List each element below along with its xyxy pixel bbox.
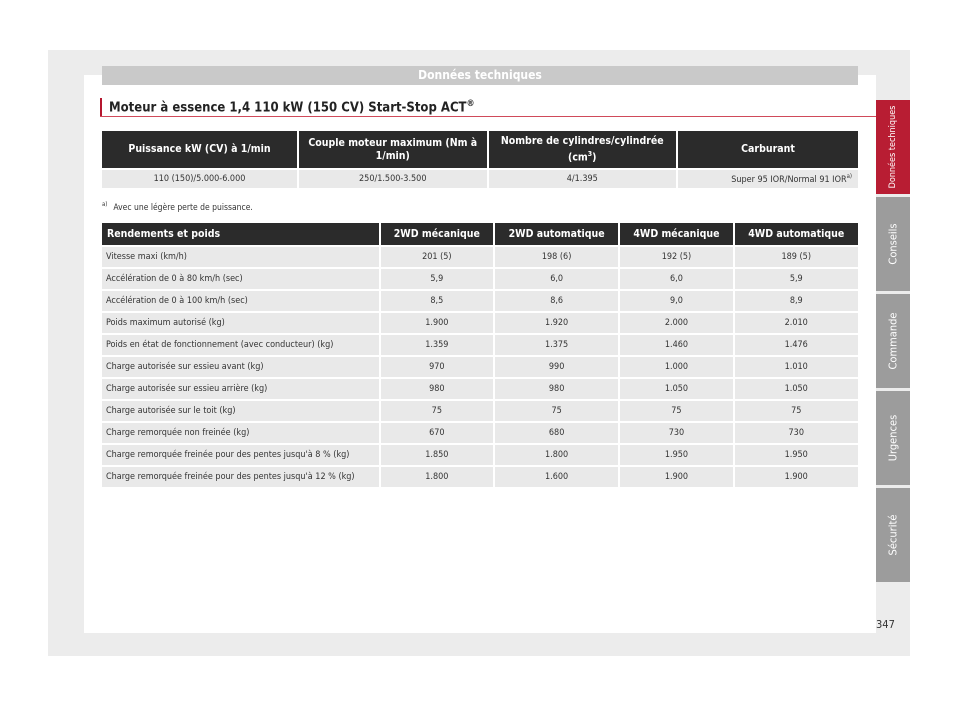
table-cell: 670 bbox=[381, 423, 493, 443]
row-label: Charge remorquée freinée pour des pentes jusqu'à 8 % (kg) bbox=[102, 445, 379, 465]
table-row bbox=[102, 423, 858, 443]
table-cell: 1.375 bbox=[495, 335, 618, 355]
superscript: 3 bbox=[587, 149, 593, 158]
table-cell: 680 bbox=[495, 423, 618, 443]
table-cell: 8,9 bbox=[735, 291, 858, 311]
table-cell: 1.850 bbox=[381, 445, 493, 465]
column-header: 2WD automatique bbox=[495, 223, 618, 245]
table-cell: 201 (5) bbox=[381, 247, 493, 267]
row-label: Accélération de 0 à 80 km/h (sec) bbox=[102, 269, 379, 289]
performance-table-body bbox=[102, 247, 858, 487]
section-marker bbox=[100, 98, 102, 116]
table-row bbox=[102, 269, 858, 289]
footnote bbox=[102, 201, 253, 213]
table-cell: 75 bbox=[381, 401, 493, 421]
table-cell: 1.800 bbox=[495, 445, 618, 465]
table-cell: 1.900 bbox=[735, 467, 858, 487]
section-title bbox=[109, 99, 475, 115]
registered-mark: ® bbox=[466, 99, 475, 109]
table-cell: 2.000 bbox=[620, 313, 732, 333]
table-row bbox=[102, 379, 858, 399]
table-cell: 192 (5) bbox=[620, 247, 732, 267]
engine-table bbox=[100, 129, 860, 190]
table-row bbox=[102, 467, 858, 487]
side-tab-securite[interactable] bbox=[876, 488, 910, 582]
side-tab-conseils[interactable] bbox=[876, 197, 910, 291]
table-cell: 4/1.395 bbox=[489, 170, 677, 188]
side-tab-label: Conseils bbox=[886, 223, 900, 265]
column-header-text: ) bbox=[592, 151, 597, 164]
table-cell: 8,6 bbox=[495, 291, 618, 311]
side-tab-donnees-techniques[interactable] bbox=[876, 100, 910, 194]
table-header-row bbox=[102, 131, 858, 168]
fuel-text: Super 95 IOR/Normal 91 IOR bbox=[731, 175, 847, 185]
table-cell: 6,0 bbox=[495, 269, 618, 289]
table-cell: 1.010 bbox=[735, 357, 858, 377]
row-label: Vitesse maxi (km/h) bbox=[102, 247, 379, 267]
table-cell: 1.460 bbox=[620, 335, 732, 355]
row-label: Charge autorisée sur essieu arrière (kg) bbox=[102, 379, 379, 399]
table-cell: 198 (6) bbox=[495, 247, 618, 267]
table-cell: 970 bbox=[381, 357, 493, 377]
table-cell: 980 bbox=[381, 379, 493, 399]
column-header-text: Nombre de cylindres/cylindrée (cm bbox=[500, 134, 664, 164]
table-cell: 1.900 bbox=[620, 467, 732, 487]
table-cell: 730 bbox=[620, 423, 732, 443]
table-cell: 1.920 bbox=[495, 313, 618, 333]
footnote-text: Avec une légère perte de puissance. bbox=[113, 202, 253, 213]
column-header: Puissance kW (CV) à 1/min bbox=[102, 131, 297, 168]
table-row bbox=[102, 313, 858, 333]
page-header: Données techniques bbox=[102, 66, 858, 85]
table-cell: 6,0 bbox=[620, 269, 732, 289]
table-cell: 1.800 bbox=[381, 467, 493, 487]
row-label: Charge remorquée freinée pour des pentes jusqu'à 12 % (kg) bbox=[102, 467, 379, 487]
table-cell: 1.000 bbox=[620, 357, 732, 377]
table-cell: 1.476 bbox=[735, 335, 858, 355]
table-cell: 5,9 bbox=[735, 269, 858, 289]
table-cell: 1.950 bbox=[620, 445, 732, 465]
table-cell: 5,9 bbox=[381, 269, 493, 289]
table-cell: 1.050 bbox=[620, 379, 732, 399]
section-underline bbox=[100, 116, 877, 117]
table-cell: 75 bbox=[735, 401, 858, 421]
side-tab-label: Urgences bbox=[886, 414, 900, 462]
table-row bbox=[102, 291, 858, 311]
table-cell: 2.010 bbox=[735, 313, 858, 333]
table-cell: 1.600 bbox=[495, 467, 618, 487]
row-label: Charge autorisée sur le toit (kg) bbox=[102, 401, 379, 421]
table-cell: 1.950 bbox=[735, 445, 858, 465]
side-tab-label: Sécurité bbox=[886, 514, 900, 556]
table-cell: 730 bbox=[735, 423, 858, 443]
table-cell: 75 bbox=[620, 401, 732, 421]
table-cell: 75 bbox=[495, 401, 618, 421]
column-header bbox=[489, 131, 677, 168]
section-title-text: Moteur à essence 1,4 110 kW (150 CV) Start-Stop ACT bbox=[109, 100, 467, 116]
table-cell bbox=[678, 170, 858, 188]
footnote-ref: a) bbox=[846, 173, 852, 180]
column-header: 4WD mécanique bbox=[620, 223, 732, 245]
row-label: Poids maximum autorisé (kg) bbox=[102, 313, 379, 333]
footnote-mark: a) bbox=[102, 201, 108, 208]
table-cell: 1.900 bbox=[381, 313, 493, 333]
table-cell: 189 (5) bbox=[735, 247, 858, 267]
row-label: Charge autorisée sur essieu avant (kg) bbox=[102, 357, 379, 377]
table-row bbox=[102, 357, 858, 377]
column-header: 2WD mécanique bbox=[381, 223, 493, 245]
column-header: 4WD automatique bbox=[735, 223, 858, 245]
row-label: Accélération de 0 à 100 km/h (sec) bbox=[102, 291, 379, 311]
table-row bbox=[102, 401, 858, 421]
table-cell: 990 bbox=[495, 357, 618, 377]
side-tab-label: Commande bbox=[886, 312, 900, 370]
row-label: Charge remorquée non freinée (kg) bbox=[102, 423, 379, 443]
side-tab-commande[interactable] bbox=[876, 294, 910, 388]
page-number: 347 bbox=[876, 618, 895, 631]
performance-table bbox=[100, 221, 860, 489]
column-header: Couple moteur maximum (Nm à 1/min) bbox=[299, 131, 487, 168]
table-cell: 8,5 bbox=[381, 291, 493, 311]
column-header: Carburant bbox=[678, 131, 858, 168]
table-cell: 1.359 bbox=[381, 335, 493, 355]
table-cell: 110 (150)/5.000-6.000 bbox=[102, 170, 297, 188]
table-cell: 250/1.500-3.500 bbox=[299, 170, 487, 188]
table-row bbox=[102, 247, 858, 267]
table-cell: 1.050 bbox=[735, 379, 858, 399]
column-header: Rendements et poids bbox=[102, 223, 379, 245]
row-label: Poids en état de fonctionnement (avec conducteur) (kg) bbox=[102, 335, 379, 355]
table-header-row bbox=[102, 223, 858, 245]
table-cell: 980 bbox=[495, 379, 618, 399]
table-row bbox=[102, 335, 858, 355]
table-cell: 9,0 bbox=[620, 291, 732, 311]
table-row bbox=[102, 445, 858, 465]
side-tab-urgences[interactable] bbox=[876, 391, 910, 485]
table-row bbox=[102, 170, 858, 188]
side-tab-label: Données techniques bbox=[888, 105, 898, 189]
